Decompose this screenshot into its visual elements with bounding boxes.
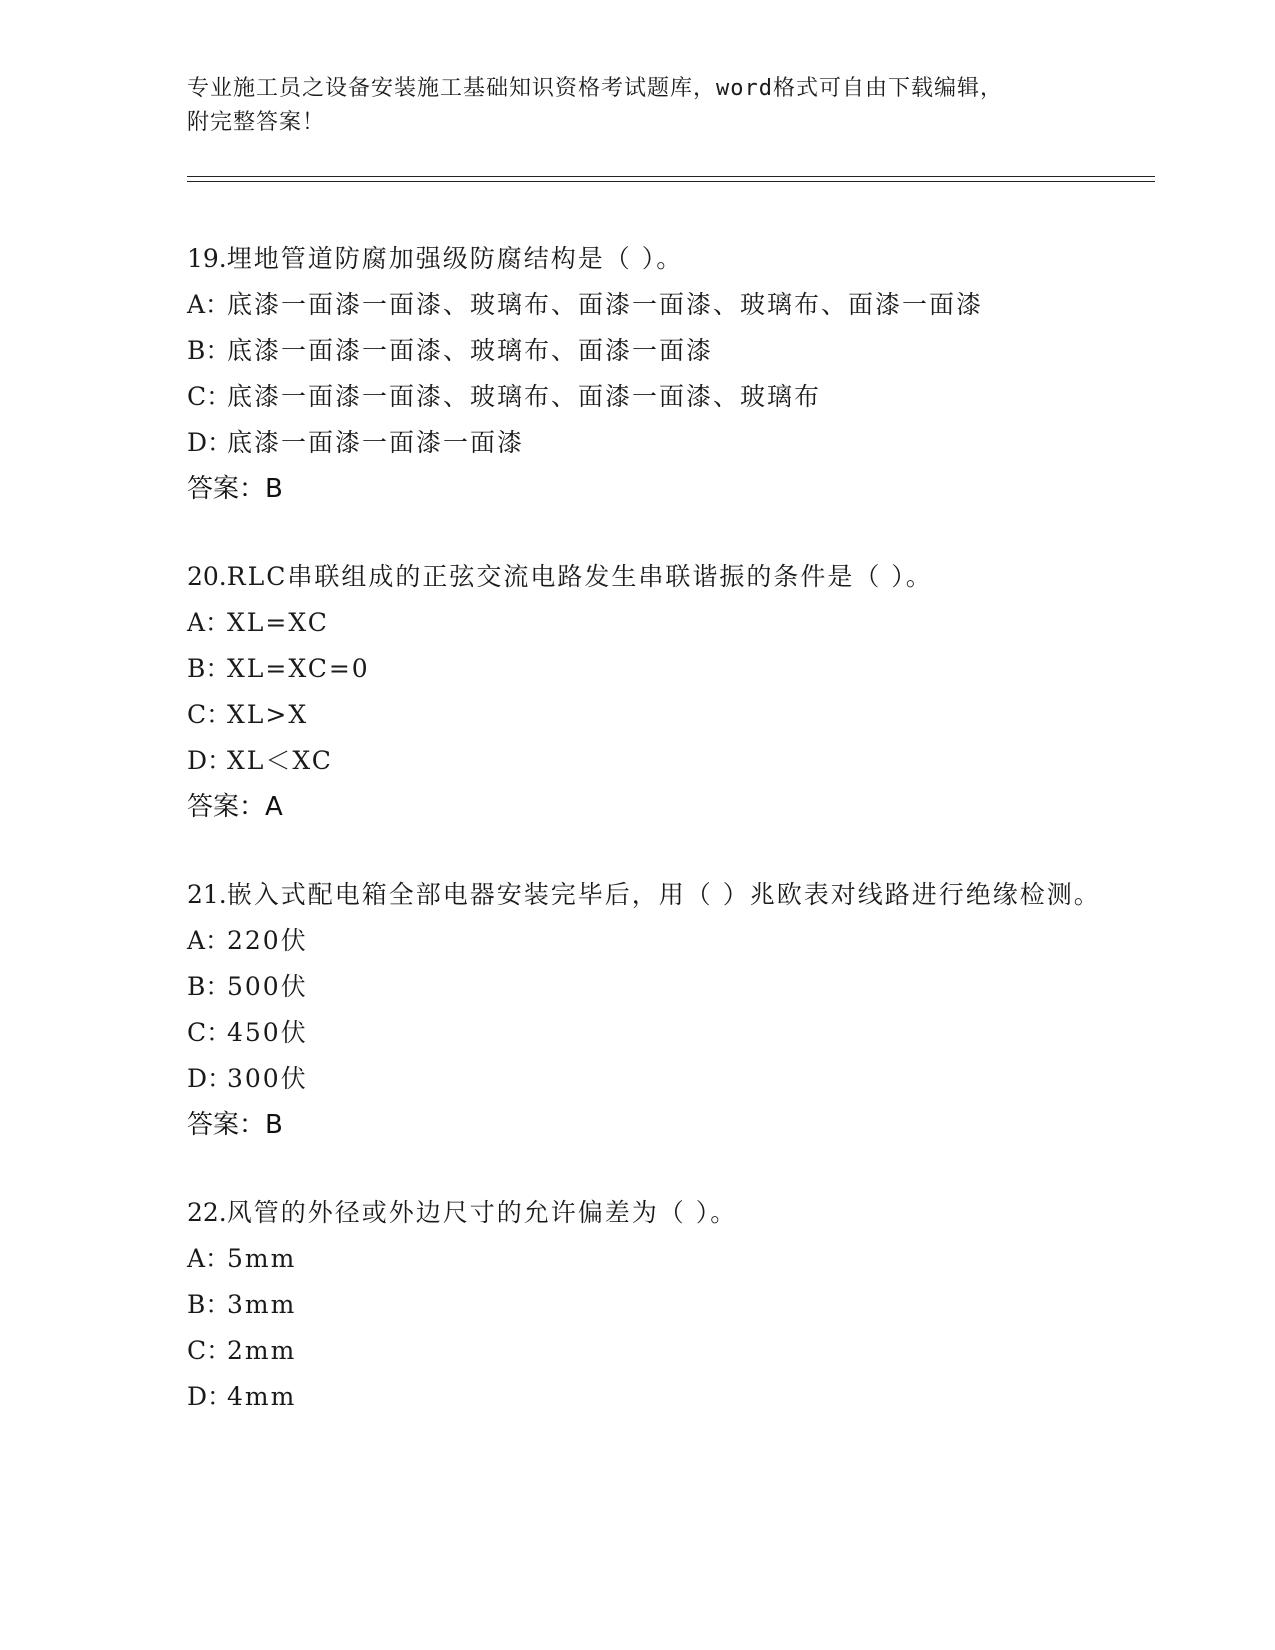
option-a <box>187 1236 1107 1282</box>
option-text: 300伏 <box>227 1064 308 1093</box>
option-c <box>187 374 1107 420</box>
option-c <box>187 692 1107 738</box>
option-a <box>187 282 1107 328</box>
question-text: RLC串联组成的正弦交流电路发生串联谐振的条件是（ ）。 <box>226 562 933 591</box>
option-letter: C： <box>187 700 232 729</box>
option-letter: D： <box>187 428 233 457</box>
option-b <box>187 1282 1107 1328</box>
header-line-2: 附完整答案！ <box>187 110 326 135</box>
option-text: 5mm <box>227 1244 297 1273</box>
option-text: 4mm <box>227 1382 297 1411</box>
question-stem <box>187 872 1107 918</box>
option-text: 450伏 <box>227 1018 308 1047</box>
question-text: 风管的外径或外边尺寸的允许偏差为（ ）。 <box>226 1198 738 1227</box>
option-b <box>187 646 1107 692</box>
option-letter: B： <box>187 654 231 683</box>
question-number: 20. <box>187 562 227 591</box>
option-text: XL＜XC <box>227 746 333 775</box>
option-text: 500伏 <box>227 972 308 1001</box>
header-divider-bottom <box>187 181 1155 182</box>
question-19 <box>187 236 1107 512</box>
question-stem <box>187 236 1107 282</box>
question-list <box>187 236 1107 1462</box>
option-letter: C： <box>187 382 232 411</box>
document-header <box>187 72 1087 140</box>
question-text: 埋地管道防腐加强级防腐结构是（ ）。 <box>226 244 684 273</box>
question-stem <box>187 554 1107 600</box>
answer-text: 答案：A <box>187 792 283 822</box>
option-letter: A： <box>187 608 231 637</box>
option-text: XL=XC <box>227 608 329 637</box>
question-20 <box>187 554 1107 830</box>
question-number: 22. <box>187 1198 227 1227</box>
option-letter: D： <box>187 1064 233 1093</box>
option-d <box>187 1056 1107 1102</box>
option-letter: D： <box>187 746 233 775</box>
option-text: 220伏 <box>227 926 308 955</box>
option-letter: A： <box>187 1244 231 1273</box>
option-text: XL>X <box>227 700 309 729</box>
option-text: XL=XC=0 <box>227 654 370 683</box>
option-c <box>187 1010 1107 1056</box>
question-number: 21. <box>187 880 227 909</box>
option-b <box>187 964 1107 1010</box>
option-d <box>187 420 1107 466</box>
question-number: 19. <box>187 244 227 273</box>
option-text: 3mm <box>227 1290 297 1319</box>
answer-text: 答案：B <box>187 474 283 504</box>
option-text: 底漆一面漆一面漆、玻璃布、面漆一面漆、玻璃布 <box>227 382 822 411</box>
header-line-1: 专业施工员之设备安装施工基础知识资格考试题库，word格式可自由下载编辑， <box>187 76 1003 101</box>
question-22 <box>187 1190 1107 1420</box>
option-text: 底漆一面漆一面漆、玻璃布、面漆一面漆 <box>227 336 714 365</box>
option-letter: B： <box>187 972 231 1001</box>
option-letter: D： <box>187 1382 233 1411</box>
option-letter: A： <box>187 290 231 319</box>
option-letter: A： <box>187 926 231 955</box>
question-21 <box>187 872 1107 1148</box>
answer-text: 答案：B <box>187 1110 283 1140</box>
question-text: 嵌入式配电箱全部电器安装完毕后，用（ ）兆欧表对线路进行绝缘检测。 <box>226 880 1101 909</box>
question-stem <box>187 1190 1107 1236</box>
header-divider-top <box>187 176 1155 177</box>
option-d <box>187 1374 1107 1420</box>
option-letter: B： <box>187 1290 231 1319</box>
option-text: 底漆一面漆一面漆、玻璃布、面漆一面漆、玻璃布、面漆一面漆 <box>227 290 984 319</box>
option-text: 底漆一面漆一面漆一面漆 <box>227 428 525 457</box>
option-letter: B： <box>187 336 231 365</box>
option-a <box>187 600 1107 646</box>
option-b <box>187 328 1107 374</box>
option-text: 2mm <box>227 1336 297 1365</box>
option-d <box>187 738 1107 784</box>
option-letter: C： <box>187 1336 232 1365</box>
option-a <box>187 918 1107 964</box>
option-c <box>187 1328 1107 1374</box>
option-letter: C： <box>187 1018 232 1047</box>
